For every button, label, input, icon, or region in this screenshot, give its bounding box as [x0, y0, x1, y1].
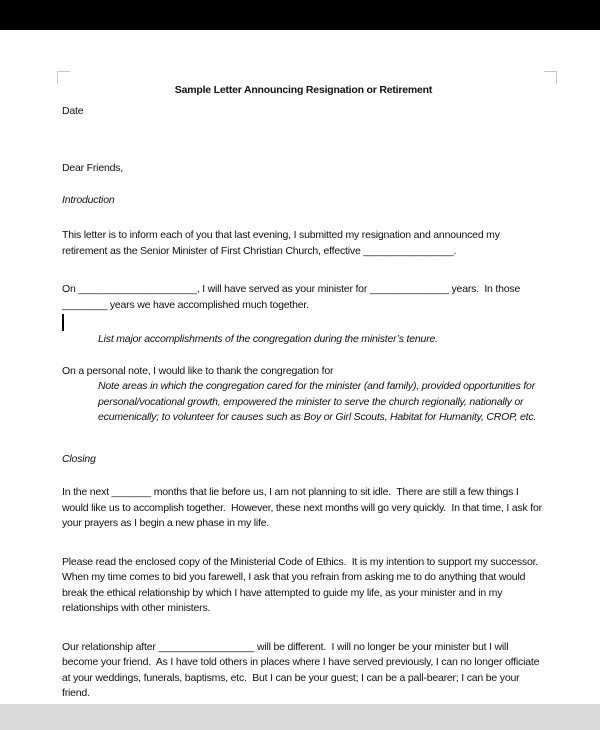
bottom-gray-strip	[0, 704, 600, 730]
paragraph-next-months: In the next _______ months that lie before us, I am not planning to sit idle. There are still a few things I would like us to accomplish together. However, these next months will go very quickly. In that time, I ask for your prayers as I begin a new phase in my life.	[62, 486, 545, 529]
note-list-accomplishments: List major accomplishments of the congregation during the minister’s tenure.	[98, 333, 438, 345]
note-care-areas: Note areas in which the congregation cared for the minister (and family), provided opportunities for personal/vocational growth, empowered the minister to serve the church regionally, nationally or ecumenically; to volunteer for causes such as Boy or Girl Scouts, Habitat for Humanity, CROP, etc.	[98, 380, 538, 423]
document-title: Sample Letter Announcing Resignation or Retirement	[174, 84, 433, 96]
top-black-bar	[0, 0, 600, 30]
closing-heading: Closing	[62, 452, 96, 465]
text-cursor	[62, 314, 64, 331]
empty-line	[62, 313, 545, 332]
document-page[interactable]	[0, 30, 600, 730]
date-label: Date	[62, 104, 84, 117]
paragraph-years-of-service: On _____________________, I will have served as your minister for ______________ years. In those ________ years we have accomplished much together.	[62, 283, 523, 311]
introduction-heading: Introduction	[62, 193, 115, 206]
salutation: Dear Friends,	[62, 162, 124, 174]
paragraph-introduction: This letter is to inform each of you that last evening, I submitted my resignation and announced my retirement as the Senior Minister of First Christian Church, effective ________________.	[62, 229, 503, 257]
paragraph-personal-note: On a personal note, I would like to thank the congregation for	[62, 364, 334, 377]
paragraph-code-of-ethics: Please read the enclosed copy of the Ministerial Code of Ethics. It is my intention to support my successor. When my time comes to bid you farewell, I ask that you refrain from asking me to do anything that would break the ethical relationship by which I have attempted to guide my life, as your minister and in my relationships with other ministers.	[62, 555, 544, 614]
paragraph-relationship-after: Our relationship after _________________ will be different. I will no longer be your minister but I will become your friend. As I have told others in places where I have served previously, I can no longer officiate at your weddings, funerals, baptisms, etc. But I can be your guest; I can be a pall-bearer; I can be your friend.	[62, 640, 542, 699]
